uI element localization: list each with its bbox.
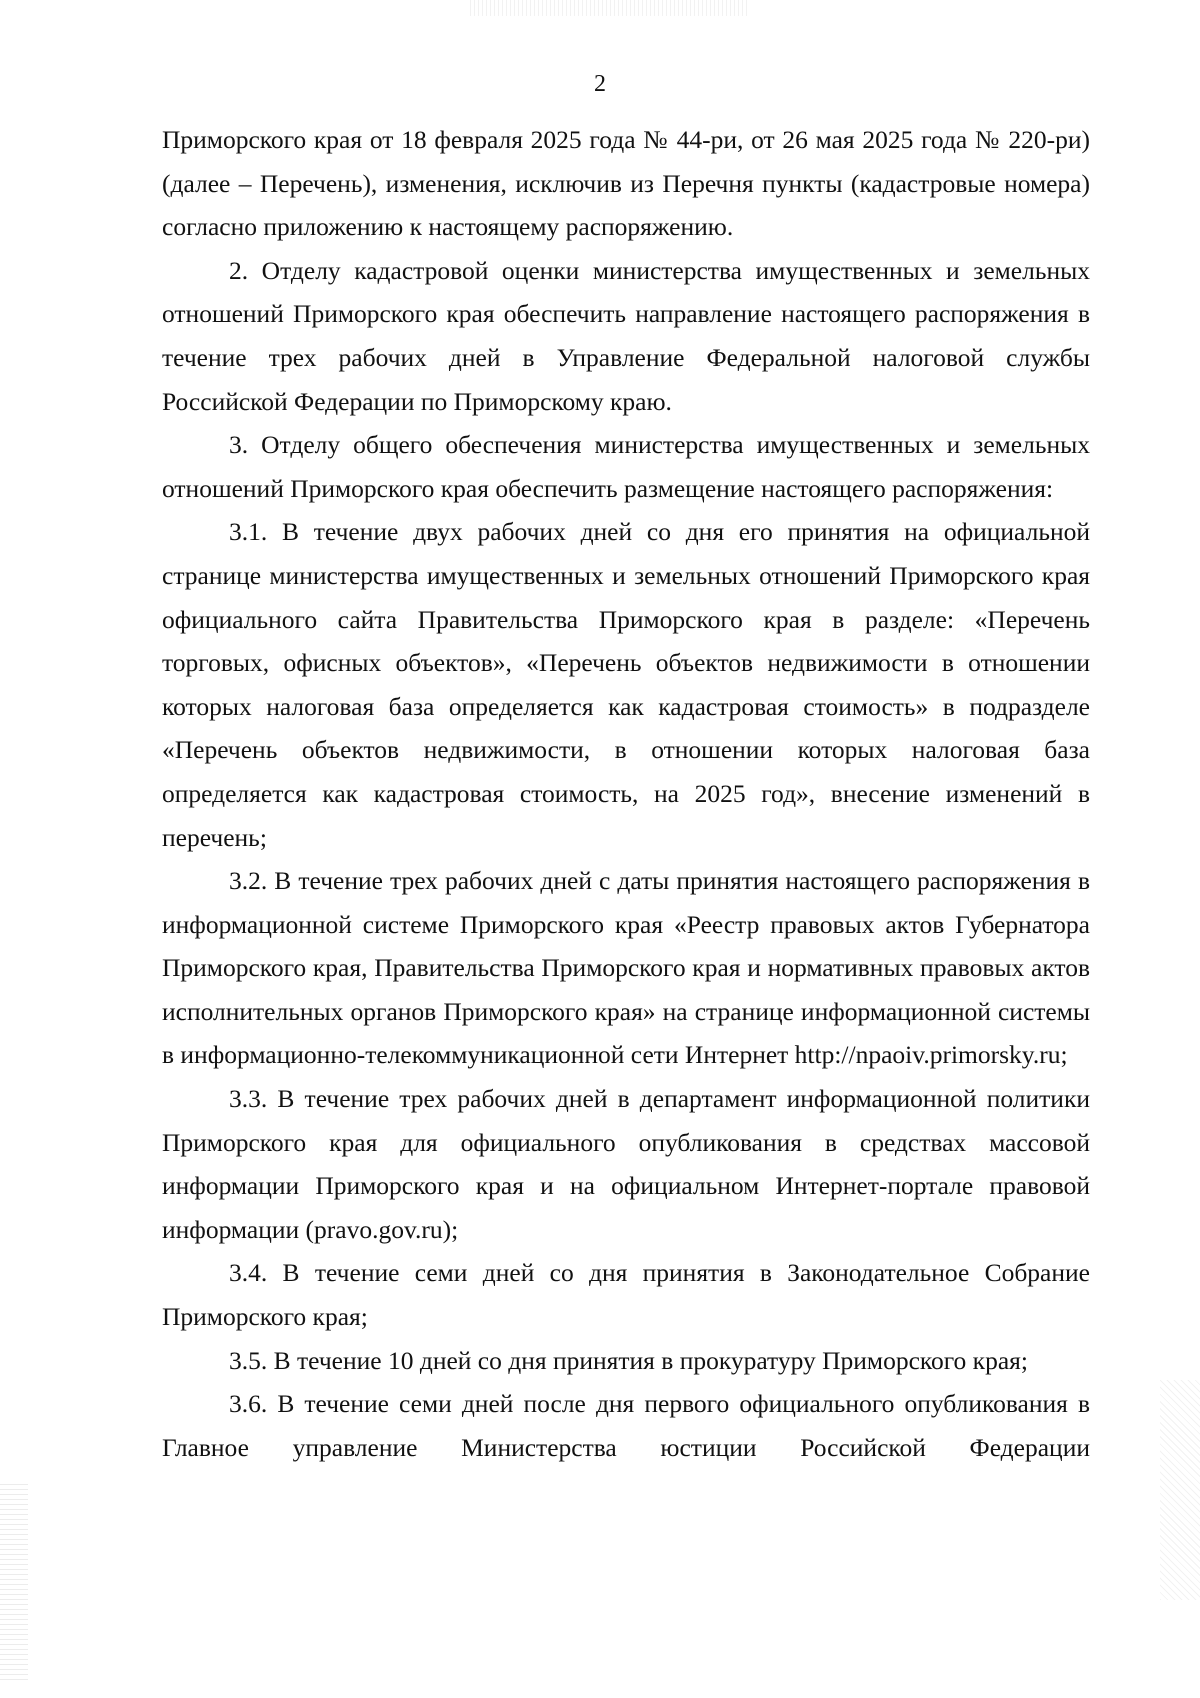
paragraph-item-3: 3. Отделу общего обеспечения министерства имущественных и земельных отношений Приморского края обеспечить размещение настоящего распоряжения: [162, 430, 1090, 503]
document-body [162, 118, 1090, 1469]
paragraph-item-3-6: 3.6. В течение семи дней после дня первого официального опубликования в Главное управление Министерства юстиции Российской Федерации [162, 1389, 1090, 1462]
scan-edge-noise [1160, 1380, 1200, 1600]
paragraph-item-2: 2. Отделу кадастровой оценки министерства имущественных и земельных отношений Приморского края обеспечить направление настоящего распоряжения в течение трех рабочих дней в Управление Федеральной налоговой службы Российской Федерации по Приморскому краю. [162, 255, 1090, 416]
paragraph-item-3-4: 3.4. В течение семи дней со дня принятия в Законодательное Собрание Приморского края; [162, 1258, 1090, 1332]
scan-edge-noise [470, 0, 750, 16]
scan-edge-noise [0, 1480, 28, 1680]
paragraph-continuation: Приморского края от 18 февраля 2025 года № 44-ри, от 26 мая 2025 года № 220-ри) (далее – Перечень), изменения, исключив из Перечня пункты (кадастровые номера) согласно приложению к настоящему распоряжению. [162, 125, 1090, 242]
page-number: 2 [594, 71, 606, 97]
paragraph-item-3-2: 3.2. В течение трех рабочих дней с даты принятия настоящего распоряжения в информационной системе Приморского края «Реестр правовых актов Губернатора Приморского края, Правительства Приморского края и нормативных правовых актов исполнительных органов Приморского края» на странице информационной системы в информационно-телекоммуникационной сети Интернет http://npaoiv.primorsky.ru; [162, 866, 1090, 1070]
paragraph-item-3-5: 3.5. В течение 10 дней со дня принятия в прокуратуру Приморского края; [229, 1345, 1028, 1375]
paragraph-item-3-3: 3.3. В течение трех рабочих дней в департамент информационной политики Приморского края для официального опубликования в средствах массовой информации Приморского края и на официальном Интернет-портале правовой информации (pravo.gov.ru); [162, 1084, 1090, 1244]
paragraph-item-3-1: 3.1. В течение двух рабочих дней со дня его принятия на официальной странице министерства имущественных и земельных отношений Приморского края официального сайта Правительства Приморского края в разделе: «Перечень торговых, офисных объектов», «Перечень объектов недвижимости в отношении которых налоговая база определяется как кадастровая стоимость» в подразделе «Перечень объектов недвижимости, в отношении которых налоговая база определяется как кадастровая стоимость, на 2025 год», внесение изменений в перечень; [162, 517, 1090, 852]
